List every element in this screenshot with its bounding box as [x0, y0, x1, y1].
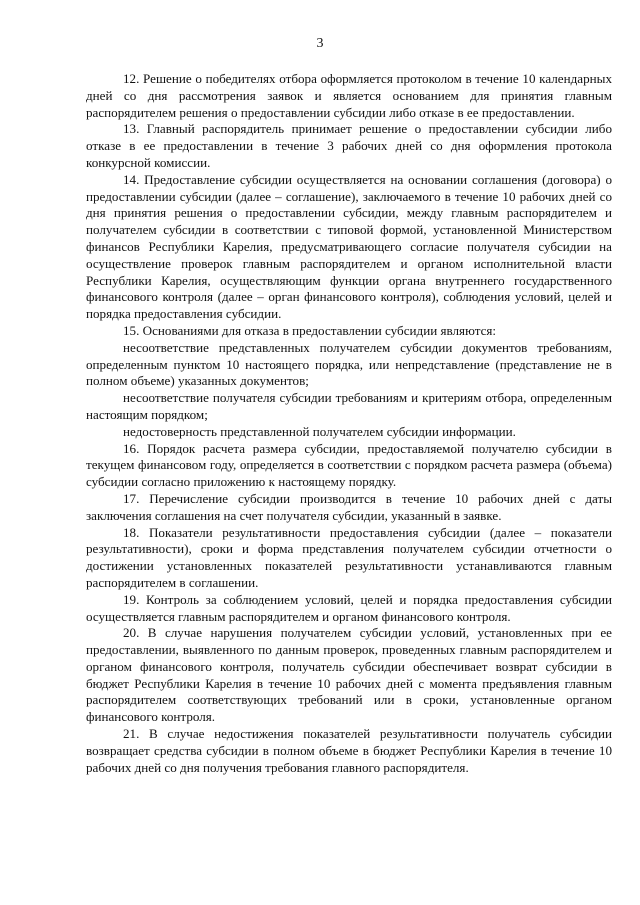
paragraph-15: 15. Основаниями для отказа в предоставлении субсидии являются:	[123, 322, 497, 338]
paragraph-15-item-2: несоответствие получателя субсидии требованиям и критериям отбора, определенным настоящим порядком;	[86, 390, 612, 422]
paragraph-19: 19. Контроль за соблюдением условий, целей и порядка предоставления субсидии осуществляется главным распорядителем и органом финансового контроля.	[86, 591, 612, 624]
paragraph-15-item-3: недостоверность представленной получателем субсидии информации.	[123, 423, 516, 439]
paragraph-14: 14. Предоставление субсидии осуществляется на основании соглашения (договора) о предоставлении субсидии (далее – соглашение), заключаемого в течение 10 рабочих дней со дня принятия решения о предоставлении субсидии, между главным распорядителем и получателем субсидии в соответствии с типовой формой, установленной Министерством финансов Республики Карелия, предусматривающего согласие получателя субсидии на осуществление проверок главным распорядителем и органом исполнительной власти Республики Карелия, осуществляющим функции органа внутреннего государственного финансового контроля (далее – орган финансового контроля), соблюдения условий, целей и порядка предоставления субсидии.	[86, 171, 612, 322]
document-body	[86, 71, 612, 776]
paragraph-21: 21. В случае недостижения показателей результативности получатель субсидии возвращает средства субсидии в полном объеме в бюджет Республики Карелия в течение 10 рабочих дней со дня получения требования главного распорядителя.	[86, 726, 612, 775]
page-number: 3	[316, 36, 324, 51]
paragraph-12: 12. Решение о победителях отбора оформляется протоколом в течение 10 календарных дней со дня рассмотрения заявок и является основанием для принятия главным распорядителем решения о предоставлении субсидии либо отказе в ее предоставлении.	[86, 71, 612, 120]
paragraph-20: 20. В случае нарушения получателем субсидии условий, установленных при ее предоставлении, выявленного по данным проверок, проведенных главным распорядителем и органом финансового контроля, получатель субсидии обеспечивает возврат субсидии в бюджет Республики Карелия в течение 10 рабочих дней с момента предъявления главным распорядителем соответствующих требований или в сроки, установленные органом финансового контроля.	[86, 625, 612, 725]
paragraph-15-item-1: несоответствие представленных получателем субсидии документов требованиям, определенным пунктом 10 настоящего порядка, или непредставление (представление не в полном объеме) указанных документов;	[86, 339, 612, 389]
paragraph-18: 18. Показатели результативности предоставления субсидии (далее – показатели результативности), сроки и форма представления получателем субсидии отчетности о достижении установленных показателей результативности устанавливаются главным распорядителем в соглашении.	[86, 524, 612, 590]
paragraph-13: 13. Главный распорядитель принимает решение о предоставлении субсидии либо отказе в ее предоставлении в течение 3 рабочих дней со дня оформления протокола конкурсной комиссии.	[86, 121, 612, 170]
paragraph-17: 17. Перечисление субсидии производится в течение 10 рабочих дней с даты заключения соглашения на счет получателя субсидии, указанный в заявке.	[86, 490, 612, 523]
paragraph-16: 16. Порядок расчета размера субсидии, предоставляемой получателю субсидии в текущем финансовом году, определяется в соответствии с порядком расчета размера (объема) субсидии согласно приложению к настоящему порядку.	[86, 440, 612, 490]
